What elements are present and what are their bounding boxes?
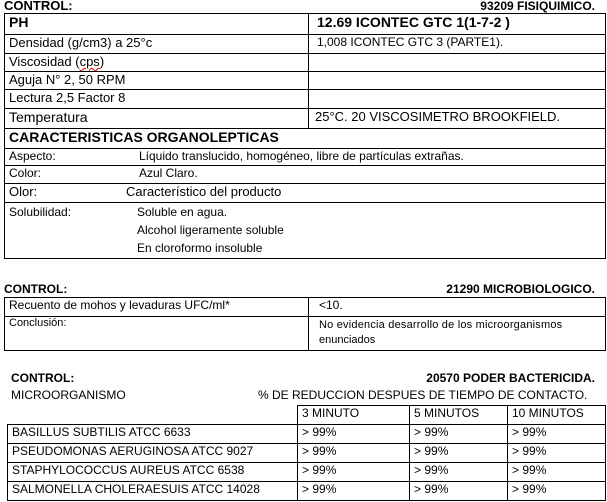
reduccion-value: > 99%	[410, 463, 508, 482]
viscosidad-label-cps: cps	[79, 54, 100, 69]
olor-label: Olor:	[9, 184, 38, 199]
table-row	[5, 129, 606, 149]
column-header: 3 MINUTO	[298, 406, 410, 425]
reduccion-value: > 99%	[298, 463, 410, 482]
aguja-value	[309, 72, 606, 90]
table-row	[5, 109, 606, 129]
table-row	[8, 463, 606, 482]
lectura-value	[309, 90, 606, 109]
reduccion-value: > 99%	[298, 444, 410, 463]
micro-table	[4, 297, 606, 351]
conclusion-value	[309, 317, 606, 351]
conclusion-line: No evidencia desarrollo de los microorganismos	[319, 319, 563, 331]
microorganismo-name: BASILLUS SUBTILIS ATCC 6633	[8, 425, 298, 444]
color-row	[5, 166, 606, 184]
control-label-fisico: CONTROL:	[4, 0, 73, 13]
densidad-value: 1,008 ICONTEC GTC 3 (PARTE1).	[309, 35, 606, 54]
bactericida-title: 20570 PODER BACTERICIDA.	[426, 371, 595, 385]
reduccion-label: % DE REDUCCION DESPUES DE TIEMPO DE CONTACTO.	[258, 388, 588, 402]
micro-title: 21290 MICROBIOLOGICO.	[446, 282, 595, 296]
temperatura-value: 25°C. 20 VISCOSIMETRO BROOKFIELD.	[309, 109, 606, 129]
densidad-label: Densidad (g/cm3) a 25°c	[5, 35, 309, 54]
table-row	[5, 35, 606, 54]
conclusion-line: enunciados	[319, 334, 376, 346]
ph-value: 12.69 ICONTEC GTC 1(1-7-2 )	[309, 14, 606, 35]
header-empty	[8, 406, 298, 425]
fisico-title: 93209 FISIQUIMICO.	[480, 0, 595, 13]
reduccion-value: > 99%	[508, 482, 606, 501]
microorganismo-name: STAPHYLOCOCCUS AUREUS ATCC 6538	[8, 463, 298, 482]
reduccion-value: > 99%	[410, 444, 508, 463]
reduccion-value: > 99%	[508, 463, 606, 482]
solubilidad-line: Soluble en agua.	[137, 205, 228, 219]
solubilidad-label: Solubilidad:	[9, 205, 72, 219]
solubilidad-values	[137, 203, 284, 257]
reduccion-value: > 99%	[410, 425, 508, 444]
color-value: Azul Claro.	[139, 166, 198, 180]
solubilidad-line: En cloroformo insoluble	[137, 241, 263, 255]
microorganismo-name: SALMONELLA CHOLERAESUIS ATCC 14028	[8, 482, 298, 501]
reduccion-value: > 99%	[298, 425, 410, 444]
reduccion-value: > 99%	[508, 444, 606, 463]
recuento-label: Recuento de mohos y levaduras UFC/ml*	[5, 298, 309, 317]
microorganismo-label: MICROORGANISMO	[11, 388, 126, 402]
table-row	[5, 14, 606, 35]
control-label-bactericida: CONTROL:	[11, 371, 75, 385]
table-row	[5, 298, 606, 317]
aspecto-label: Aspecto:	[9, 149, 56, 163]
ph-label: PH	[5, 14, 309, 35]
table-row	[5, 72, 606, 90]
lectura-label: Lectura 2,5 Factor 8	[5, 90, 309, 109]
control-label-micro: CONTROL:	[4, 282, 68, 296]
column-header: 10 MINUTOS	[508, 406, 606, 425]
table-row	[8, 425, 606, 444]
aguja-label: Aguja N° 2, 50 RPM	[5, 72, 309, 90]
color-label: Color:	[9, 166, 42, 180]
fisico-table	[4, 13, 606, 259]
table-row	[5, 149, 606, 166]
reduccion-value: > 99%	[508, 425, 606, 444]
olor-row	[5, 184, 606, 203]
aspecto-row	[5, 149, 606, 166]
temperatura-label: Temperatura	[5, 109, 309, 129]
reduccion-value: > 99%	[410, 482, 508, 501]
table-row	[5, 54, 606, 72]
table-row	[5, 166, 606, 184]
viscosidad-label-a: Viscosidad (	[9, 54, 80, 69]
viscosidad-value	[309, 54, 606, 72]
aspecto-value: Líquido translucido, homogéneo, libre de partículas extrañas.	[139, 149, 464, 163]
recuento-value: <10.	[309, 298, 606, 317]
organolepticas-title: CARACTERISTICAS ORGANOLEPTICAS	[5, 129, 606, 149]
microorganismo-name: PSEUDOMONAS AERUGINOSA ATCC 9027	[8, 444, 298, 463]
solubilidad-row	[5, 203, 606, 259]
reduccion-value: > 99%	[298, 482, 410, 501]
table-row	[8, 444, 606, 463]
bactericida-table	[7, 405, 606, 501]
column-header: 5 MINUTOS	[410, 406, 508, 425]
solubilidad-line: Alcohol ligeramente soluble	[137, 223, 284, 237]
table-row	[5, 184, 606, 203]
conclusion-label: Conclusión:	[5, 317, 309, 351]
table-header-row	[8, 406, 606, 425]
olor-value: Característico del producto	[126, 184, 282, 199]
viscosidad-label	[5, 54, 309, 72]
viscosidad-label-b: )	[99, 54, 105, 69]
table-row	[5, 90, 606, 109]
table-row	[5, 203, 606, 259]
table-row	[5, 317, 606, 351]
table-row	[8, 482, 606, 501]
